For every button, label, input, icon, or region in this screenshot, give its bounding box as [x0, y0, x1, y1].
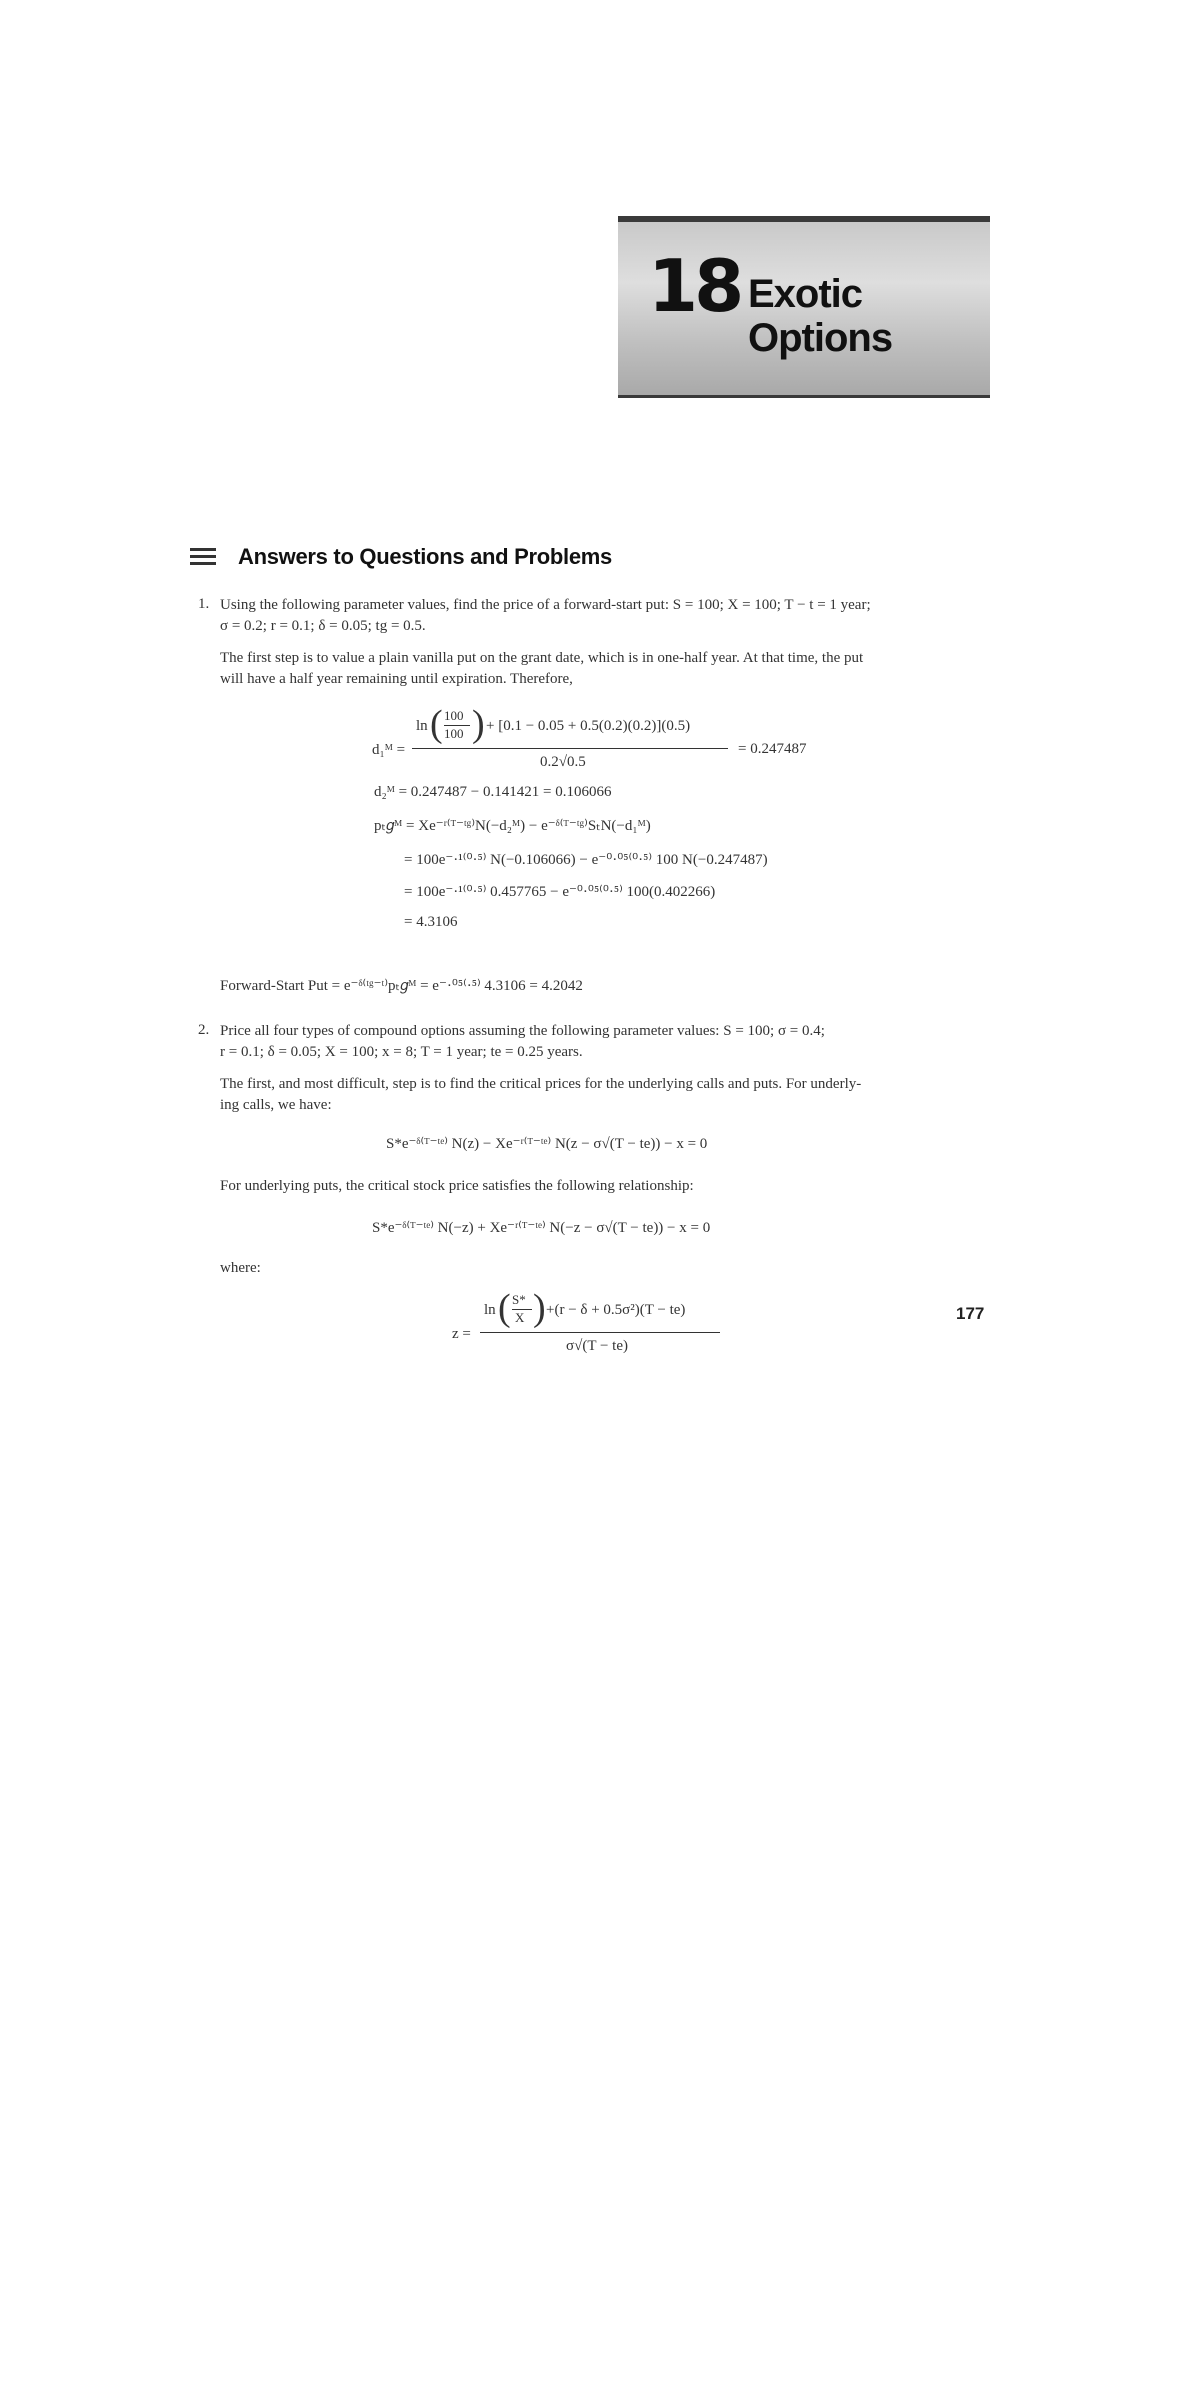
problem2-expl-line2: ing calls, we have:	[220, 1097, 332, 1113]
put-equation-line3: = 100e⁻·¹⁽⁰·⁵⁾ 0.457765 − e⁻⁰·⁰⁵⁽⁰·⁵⁾ 100(0.402266)	[404, 884, 716, 900]
section-bars-icon	[190, 548, 216, 566]
put-equation-line1: pₜ𝑔ᴹ = Xe⁻ʳ⁽ᵀ⁻ᵗᵍ⁾N(−d₂ᴹ) − e⁻ᵟ⁽ᵀ⁻ᵗᵍ⁾SₜN(−d₁ᴹ)	[374, 818, 651, 834]
d1-numerator-rest: + [0.1 − 0.05 + 0.5(0.2)(0.2)](0.5)	[486, 718, 691, 734]
z-ln-label: ln	[484, 1302, 496, 1318]
chapter-title	[748, 272, 892, 360]
problem2-explanation	[220, 1074, 990, 1116]
problem1-line1: Using the following parameter values, find the price of a forward-start put: S = 100; X = 100; T − t = 1 year;	[220, 597, 871, 613]
put-equation-line4: = 4.3106	[404, 914, 458, 930]
put-equation-line2: = 100e⁻·¹⁽⁰·⁵⁾ N(−0.106066) − e⁻⁰·⁰⁵⁽⁰·⁵⁾ 100 N(−0.247487)	[404, 852, 768, 868]
chapter-title-line1: Exotic	[748, 272, 863, 316]
ln-denominator: 100	[444, 726, 464, 741]
problem1-statement	[220, 595, 990, 637]
z-ln-numerator: S*	[512, 1292, 526, 1307]
problem-number: 2.	[198, 1022, 210, 1038]
problem1-explanation	[220, 648, 990, 690]
critical-put-equation: S*e⁻ᵟ⁽ᵀ⁻ᵗᵉ⁾ N(−z) + Xe⁻ʳ⁽ᵀ⁻ᵗᵉ⁾ N(−z − σ√(T − te)) − x = 0	[372, 1220, 711, 1236]
problem2-statement	[220, 1021, 990, 1063]
d1-label: d₁ᴹ =	[372, 742, 406, 758]
critical-call-equation: S*e⁻ᵟ⁽ᵀ⁻ᵗᵉ⁾ N(z) − Xe⁻ʳ⁽ᵀ⁻ᵗᵉ⁾ N(z − σ√(T − te)) − x = 0	[386, 1136, 708, 1152]
d2-equation: d₂ᴹ = 0.247487 − 0.141421 = 0.106066	[374, 784, 612, 800]
problem2-line1: Price all four types of compound options assuming the following parameter values: S = 100; σ = 0.4;	[220, 1023, 825, 1039]
z-ln-denominator: X	[515, 1310, 525, 1325]
problem2-line2: r = 0.1; δ = 0.05; X = 100; x = 8; T = 1 year; te = 0.25 years.	[220, 1044, 583, 1060]
chapter-title-line2: Options	[748, 316, 893, 360]
d1-result: = 0.247487	[738, 741, 807, 757]
ln-label: ln	[416, 718, 428, 734]
forward-start-put-result: Forward-Start Put = e⁻ᵟ⁽ᵗᵍ⁻ᵗ⁾pₜ𝑔ᴹ = e⁻·⁰⁵⁽·⁵⁾ 4.3106 = 4.2042	[220, 978, 583, 994]
page-number: 177	[956, 1304, 985, 1323]
where-label: where:	[220, 1260, 261, 1276]
right-paren: )	[472, 703, 485, 745]
z-label: z =	[452, 1326, 471, 1342]
chapter-number: 18	[648, 244, 741, 328]
left-paren: (	[430, 703, 443, 745]
z-numerator-rest: +(r − δ + 0.5σ²)(T − te)	[546, 1302, 686, 1318]
z-fraction-bar	[480, 1332, 720, 1333]
ln-numerator: 100	[444, 708, 464, 723]
d1-fraction-bar	[412, 748, 728, 749]
problem2-expl-line1: The first, and most difficult, step is to find the critical prices for the underlying calls and puts. For underly-	[220, 1076, 862, 1092]
z-left-paren: (	[498, 1287, 511, 1329]
d1-denominator: 0.2√0.5	[540, 754, 586, 770]
problem1-expl-line1: The first step is to value a plain vanilla put on the grant date, which is in one-half year. At that time, the put	[220, 650, 864, 666]
chapter-banner	[618, 216, 990, 398]
puts-intro: For underlying puts, the critical stock price satisfies the following relationship:	[220, 1178, 694, 1194]
z-right-paren: )	[533, 1287, 546, 1329]
section-heading: Answers to Questions and Problems	[238, 544, 612, 569]
z-denominator: σ√(T − te)	[566, 1338, 628, 1354]
problem1-line2: σ = 0.2; r = 0.1; δ = 0.05; tg = 0.5.	[220, 618, 426, 634]
problem1-expl-line2: will have a half year remaining until expiration. Therefore,	[220, 671, 573, 687]
problem-number: 1.	[198, 596, 210, 612]
